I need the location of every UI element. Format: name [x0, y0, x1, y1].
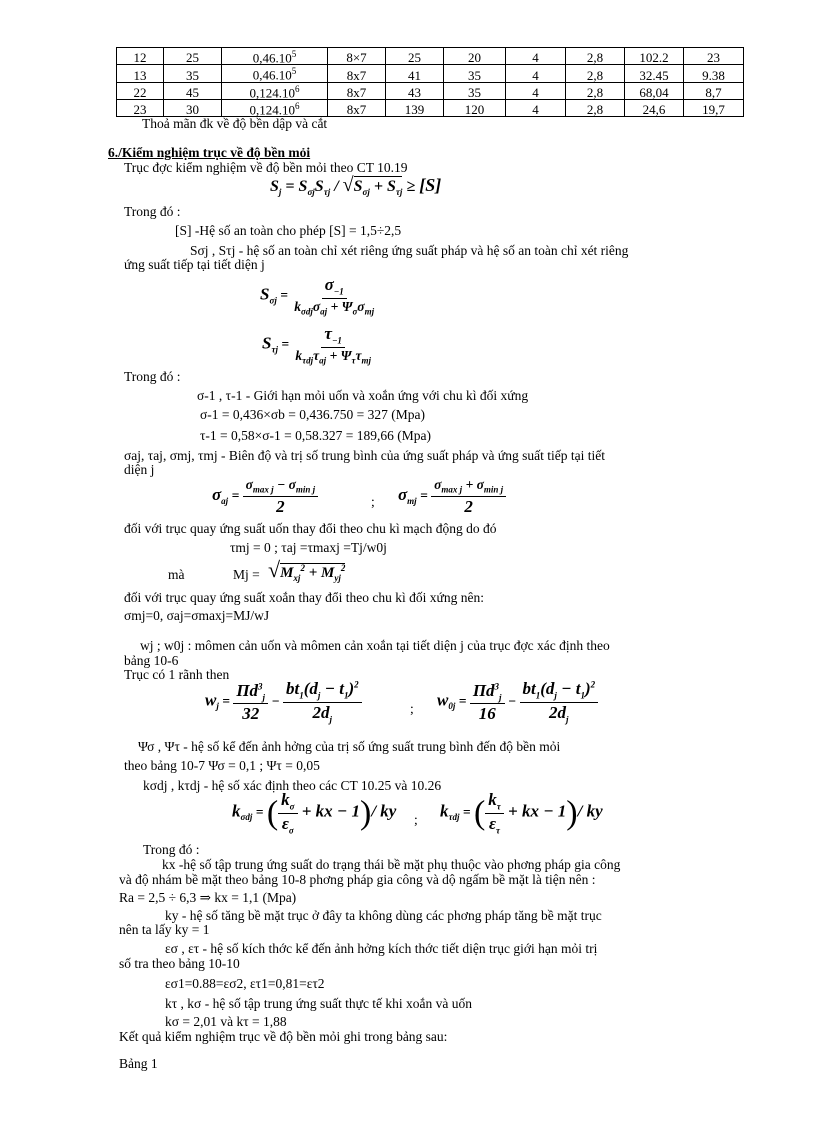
bending-cycle-line: đối với trục quay ứng suất uốn thay đổi theo chu kì mạch động do đó [124, 521, 497, 536]
table-cell: 30 [164, 99, 222, 116]
formula-s-sigma: $S_{\sigma j}$ = $\frac{\sigma_{-1}}{k_{\sigma dj}\sigma_{aj} + \Psi_\sigma\sigma_{mj}}$ [260, 275, 375, 317]
table-cell: 22 [117, 82, 164, 99]
table-cell: 4 [506, 65, 566, 82]
table-cell: 23 [684, 48, 744, 65]
table-cell: 24,6 [625, 99, 684, 116]
condition-note: Thoả mãn đk về độ bền dập và cắt [142, 116, 328, 131]
table-cell: 2,8 [566, 99, 625, 116]
table-caption: Bảng 1 [119, 1056, 158, 1071]
table-cell: 35 [444, 65, 506, 82]
table-cell: 139 [386, 99, 444, 116]
torsion-cycle-line: đối với trục quay ứng suất xoắn thay đổi theo chu kì đối xứng nên: [124, 590, 484, 605]
table-cell: 25 [386, 48, 444, 65]
sigma-relation-line: σmj=0, σaj=σmaxj=MJ/wJ [124, 608, 270, 623]
key-check-table-body [117, 48, 744, 117]
k-concentration-values: kσ = 2,01 và kτ = 1,88 [165, 1014, 287, 1029]
psi-desc-line2: theo bảng 10-7 Ψσ = 0,1 ; Ψτ = 0,05 [124, 758, 320, 773]
table-cell: 19,7 [684, 99, 744, 116]
table-cell: 0,124.10$^6$ [222, 82, 328, 99]
psi-desc-line1: Ψσ , Ψτ - hệ số kể đến ảnh hởng của trị số ứng suất trung bình đến độ bền mỏi [138, 739, 561, 754]
table-cell: 23 [117, 99, 164, 116]
table-cell: 120 [444, 99, 506, 116]
table-row [117, 65, 744, 82]
table-cell: 25 [164, 48, 222, 65]
table-cell: 9.38 [684, 65, 744, 82]
keyway-line: Trục có 1 rãnh then [124, 667, 230, 682]
table-cell: 68,04 [625, 82, 684, 99]
table-row [117, 48, 744, 65]
allowable-safety: [S] -Hệ số an toàn cho phép [S] = 1,5÷2,5 [175, 223, 402, 238]
formula-separator-2: ; [410, 701, 414, 716]
formula-w0j: $w_{0j}$ = $\frac{\Pi d^3_j}{16}$ − $\frac{bt_1(d_j - t_1)^2}{2d_j}$ [437, 680, 598, 725]
sigma-minus1-value: σ-1 = 0,436×σb = 0,436.750 = 327 (Mpa) [200, 407, 425, 422]
fatigue-limit-desc: σ-1 , τ-1 - Giới hạn mỏi uốn và xoắn ứng với chu kì đối xứng [197, 388, 529, 403]
table-cell: 102.2 [625, 48, 684, 65]
table-row [117, 82, 744, 99]
formula-mj-sqrt: $√M_{xj}^2 + M_{yj}^2$ [268, 557, 346, 583]
tau-minus1-value: τ-1 = 0,58×σ-1 = 0,58.327 = 189,66 (Mpa) [200, 428, 432, 443]
table-cell: 4 [506, 48, 566, 65]
table-cell: 35 [164, 65, 222, 82]
safety-desc-line1: Sσj , Sτj - hệ số an toàn chỉ xét riêng ứng suất pháp và hệ số an toàn chỉ xét riêng [190, 243, 629, 258]
kx-desc-line2: và độ nhám bề mặt theo bảng 10-8 phơng pháp gia công và dộ ngấm bề mặt là tiện nên : [119, 872, 596, 887]
table-cell: 20 [444, 48, 506, 65]
formula-sigma-aj: $\sigma_{aj}$ = $\frac{\sigma_{max j} - \sigma_{min j}}{2}$ [212, 478, 318, 516]
eps-values-line: εσ1=0.88=εσ2, ετ1=0,81=ετ2 [165, 976, 325, 991]
table-cell: 35 [444, 82, 506, 99]
formula-s-tau: $S_{\tau j}$ = $\frac{\tau_{-1}}{k_{\tau dj}\tau_{aj} + \Psi_\tau\tau_{mj}}$ [262, 324, 371, 366]
ma-word: mà [168, 567, 185, 582]
trong-do-label-3: Trong đó : [143, 842, 200, 857]
table-cell: 0,46.10$^5$ [222, 65, 328, 82]
formula-separator-3: ; [414, 812, 418, 827]
mj-equals: Mj = [233, 567, 260, 582]
eps-desc-line1: εσ , ετ - hệ số kích thớc kể đến ảnh hởng kích thớc tiết diện trục giới hạn mỏi trị [165, 941, 598, 956]
table-cell: 8x7 [328, 99, 386, 116]
k-concentration-desc: kτ , kσ - hệ số tập trung ứng suất thực tế khi xoắn và uốn [165, 996, 473, 1011]
amplitude-desc-line1: σaj, τaj, σmj, τmj - Biên độ và trị số trung bình của ứng suất pháp và ứng suất tiếp tại tiết [124, 448, 605, 463]
formula-separator-1: ; [371, 494, 375, 509]
section-title: 6./Kiểm nghiệm trục về độ bền mỏi [108, 145, 311, 160]
table-cell: 8x7 [328, 65, 386, 82]
table-cell: 43 [386, 82, 444, 99]
formula-sigma-mj: $\sigma_{mj}$ = $\frac{\sigma_{max j} + \sigma_{min j}}{2}$ [398, 478, 506, 516]
formula-k-tau-dj: $k_{\tau dj}$ = ( $\frac{k_\tau}{\varepsilon_\tau}$ + kx − 1)/ ky [440, 790, 603, 836]
k-factor-desc: kσdj , kτdj - hệ số xác định theo các CT 10.25 và 10.26 [143, 778, 442, 793]
safety-desc-line2: ứng suất tiếp tại tiết diện j [124, 257, 265, 272]
formula-k-sigma-dj: $k_{\sigma dj}$ = ( $\frac{k_\sigma}{\varepsilon_\sigma}$ + kx − 1)/ ky [232, 790, 397, 836]
table-cell: 0,46.10$^5$ [222, 48, 328, 65]
table-cell: 41 [386, 65, 444, 82]
intro-line: Trục đợc kiểm nghiệm về độ bền mỏi theo CT 10.19 [124, 160, 408, 175]
ky-desc-line1: ky - hệ số tăng bề mặt trục ở đây ta không dùng các phơng pháp tăng bề mặt trục [165, 908, 602, 923]
amplitude-desc-line2: diện j [124, 462, 155, 477]
table-cell: 12 [117, 48, 164, 65]
formula-sj: $S_j = S_{\sigma j}S_{\tau j} / √S_{\sigma j} + S_{\tau j} \ge [S]$ [270, 174, 442, 198]
trong-do-label-1: Trong đó : [124, 204, 181, 219]
table-cell: 2,8 [566, 48, 625, 65]
trong-do-label-2: Trong đó : [124, 369, 181, 384]
table-row [117, 99, 744, 116]
ky-desc-line2: nên ta lấy ky = 1 [119, 922, 210, 937]
table-cell: 8,7 [684, 82, 744, 99]
ra-line: Ra = 2,5 ÷ 6,3 ⇒ kx = 1,1 (Mpa) [119, 890, 297, 905]
result-intro-line: Kết quả kiểm nghiệm trục về độ bền mỏi ghi trong bảng sau: [119, 1029, 448, 1044]
formula-wj: $w_j$ = $\frac{\Pi d^3_j}{32}$ − $\frac{bt_1(d_j - t_1)^2}{2d_j}$ [205, 680, 362, 725]
table-cell: 8x7 [328, 82, 386, 99]
kx-desc-line1: kx -hệ số tập trung ứng suất do trạng thái bề mặt phụ thuộc vào phơng pháp gia công [162, 857, 621, 872]
key-check-table [116, 47, 744, 117]
table-cell: 2,8 [566, 82, 625, 99]
table-cell: 32.45 [625, 65, 684, 82]
table-cell: 13 [117, 65, 164, 82]
tau-relation-line: τmj = 0 ; τaj =τmaxj =Tj/w0j [230, 540, 387, 555]
table-cell: 2,8 [566, 65, 625, 82]
table-cell: 4 [506, 82, 566, 99]
w-desc-line2: bảng 10-6 [124, 653, 179, 668]
w-desc-line1: wj ; w0j : mômen cản uốn và mômen cản xoắn tại tiết diện j của trục đợc xác định theo [140, 638, 610, 653]
table-cell: 4 [506, 99, 566, 116]
table-cell: 45 [164, 82, 222, 99]
table-cell: 8×7 [328, 48, 386, 65]
table-cell: 0,124.10$^6$ [222, 99, 328, 116]
eps-desc-line2: số tra theo bảng 10-10 [119, 956, 240, 971]
